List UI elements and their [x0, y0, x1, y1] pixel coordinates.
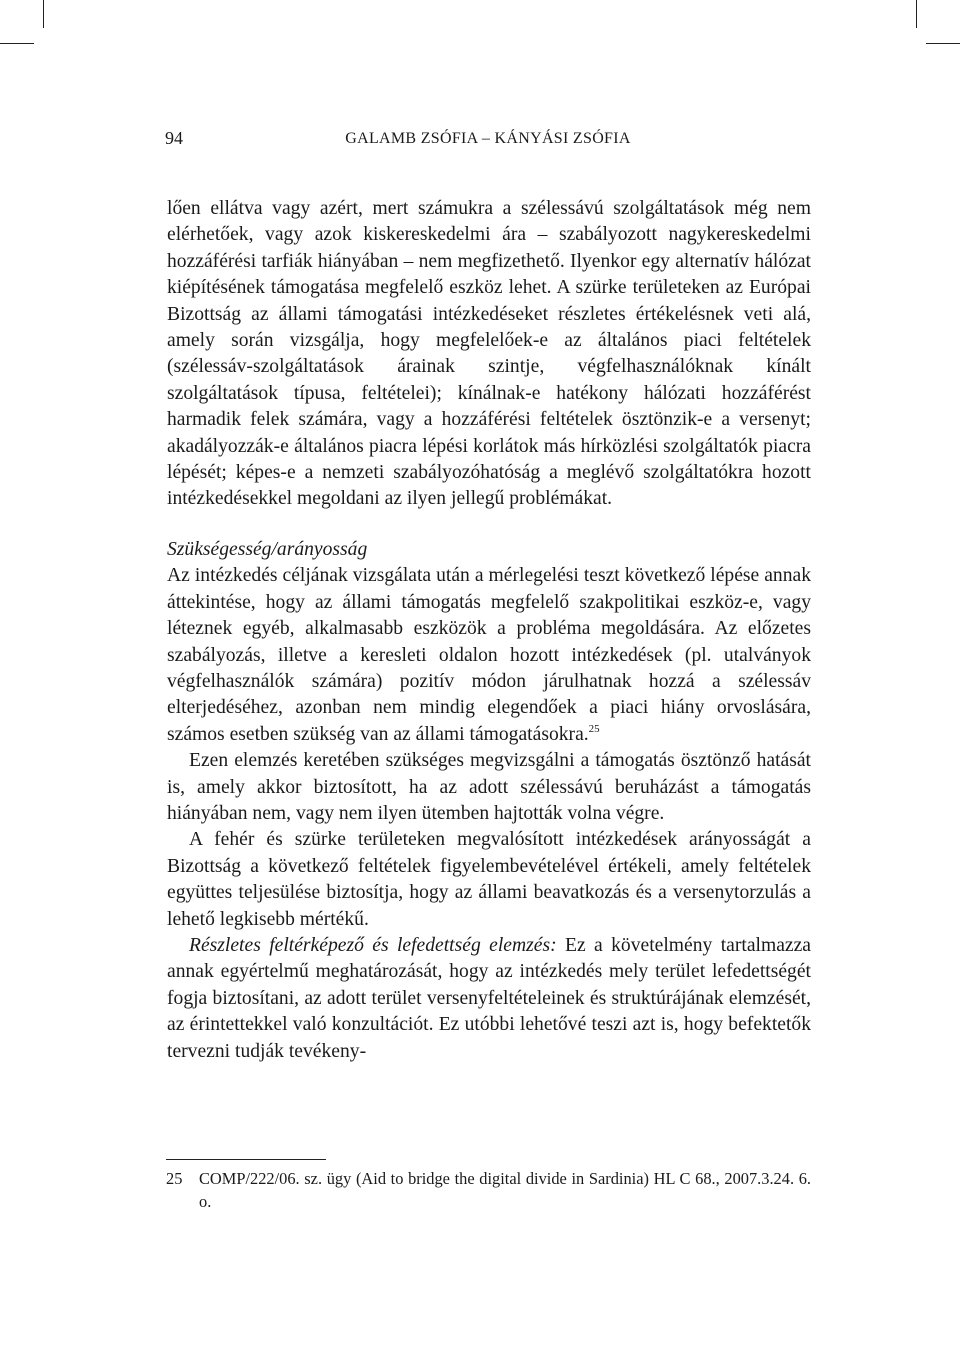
footnote-number: 25 — [166, 1169, 183, 1188]
page-number: 94 — [165, 128, 183, 148]
page-header — [165, 128, 811, 158]
paragraph-5-text: Ez a követelmény tartalmazza annak egyértelmű meghatározását, hogy az intézkedés mely terület lefedettségét fogja biztosítani, az adott terület versenyfeltételeinek és struktúrájának elemzését, az érintettekkel való konzultációt. Ez utóbbi lehetővé teszi azt is, hogy befektetők tervezni tudják tevékeny- — [167, 934, 812, 1062]
footnote-reference[interactable]: 25 — [588, 722, 600, 735]
footnote-separator — [166, 1159, 326, 1160]
paragraph-2-text: Az intézkedés céljának vizsgálata után a mérlegelési teszt következő lépése annak áttekintése, hogy az állami támogatás megfelelő szakpolitikai eszköz-e, vagy léteznek egyéb, alkalmasabb eszközök a probléma megoldására. Az előzetes szabályozás, illetve a keresleti oldalon hozott intézkedések (pl. utalványok végfelhasználók számára) pozitív módon járulhatnak hozzá a szélessáv elterjedéséhez, azonban nem mindig elegendőek a piaci hiány orvoslására, számos esetben szükség van az állami támogatásokra. — [167, 565, 811, 745]
crop-mark-top-left-vertical — [43, 0, 44, 28]
paragraph-1: lően ellátva vagy azért, mert számukra a szélessávú szolgáltatások még nem elérhetőek, vagy azok kiskereskedelmi ára – szabályozott nagykereskedelmi hozzáférési tarfiák hiányában – nem megfizethető. Ilyenkor egy alternatív hálózat kiépítésének támogatása megfelelő eszköz lehet. A szürke területeken az Európai Bizottság az állami támogatási intézkedéseket részletes értékelésnek veti alá, amely során vizsgálja, hogy megfelelőek-e az általános piaci feltételek (szélessáv-szolgáltatások árainak szintje, végfelhasználóknak kínált szolgáltatások típusa, feltételei); kínálnak-e hatékony hálózati hozzáférést harmadik felek számára, vagy a hozzáférési feltételek ösztönzik-e a versenyt; akadályozzák-e általános piacra lépési korlátok más hírközlési szolgáltatók piacra lépését; képes-e a nemzeti szabályozóhatóság a meglévő szolgáltatókra hozott intézkedésekkel megoldani az ilyen jellegű problémákat. — [167, 198, 811, 510]
paragraph-4: A fehér és szürke területeken megvalósított intézkedések arányosságát a Bizottság a következő feltételek figyelembevételével értékeli, amely feltételek együttes teljesülése biztosítja, hogy az állami beavatkozás és a versenytorzulás a lehető legkisebb mértékű. — [167, 829, 811, 930]
paragraph-5-lead: Részletes feltérképező és lefedettség elemzés: — [189, 934, 557, 956]
crop-mark-top-right-horizontal — [926, 43, 960, 44]
footnote-text: COMP/222/06. sz. ügy (Aid to bridge the digital divide in Sardinia) HL C 68., 2007.3.24. 6. o. — [199, 1169, 811, 1211]
paragraph-5 — [167, 933, 811, 1065]
section-heading: Szükségesség/arányosság — [167, 538, 368, 560]
footnote — [166, 1167, 811, 1213]
paragraph-2 — [167, 563, 811, 748]
main-text — [167, 196, 811, 1065]
running-head: GALAMB ZSÓFIA – KÁNYÁSI ZSÓFIA — [345, 130, 631, 147]
crop-mark-top-right-vertical — [916, 0, 917, 28]
crop-mark-top-left-horizontal — [0, 43, 34, 44]
paragraph-3: Ezen elemzés keretében szükséges megvizsgálni a támogatás ösztönző hatását is, amely akkor biztosított, ha az adott szélessávú beruházást a támogatás hiányában nem, vagy nem ilyen ütemben hajtották volna végre. — [167, 750, 811, 824]
